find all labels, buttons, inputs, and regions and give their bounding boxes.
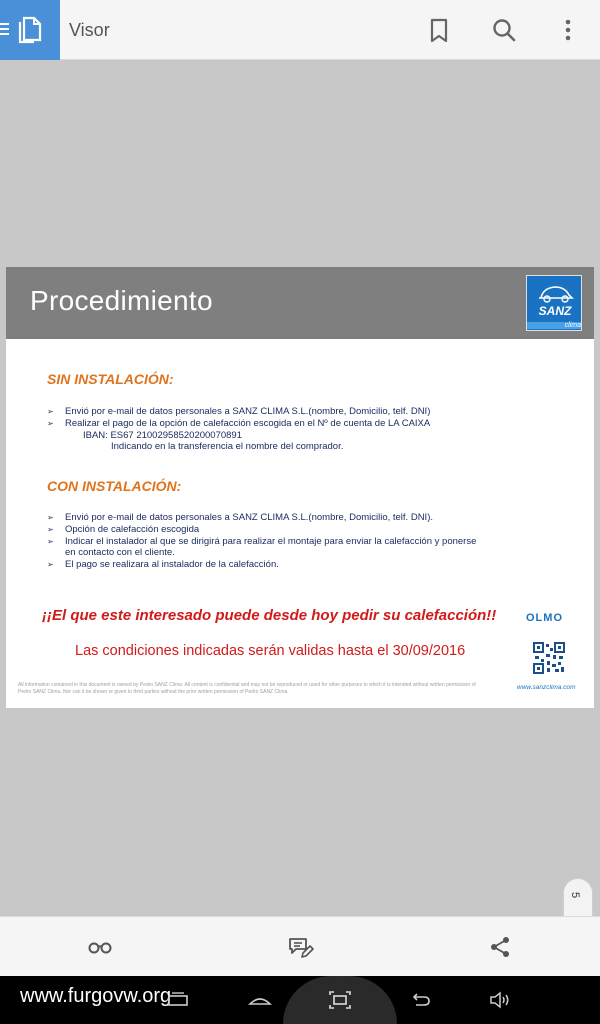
watermark-text: www.furgovw.org	[20, 985, 172, 1007]
disclaimer-text: All information contained in this document is owned by Pedro SANZ Clima. All content is confidential and may not be reproduced or used for other purposes to which it is intended without written permission of Pedro SANZ Clima. Nor can it be shown or given to third parties without the prior written permission of Pedro SANZ Clima.	[18, 682, 476, 695]
con-instalacion-list	[47, 512, 487, 571]
page-number: 5	[569, 891, 582, 899]
list-item	[47, 430, 487, 442]
more-vert-icon[interactable]	[552, 14, 584, 46]
car-icon	[527, 278, 583, 306]
bookmark-icon[interactable]	[423, 14, 455, 46]
share-icon[interactable]	[486, 933, 514, 961]
volume-icon[interactable]	[488, 988, 512, 1012]
list-item	[47, 441, 487, 453]
menu-icon	[0, 23, 10, 37]
list-item: ➢ Indicar el instalador al que se dirigirá para realizar el montaje para enviar la calefacción y ponerse en contacto con el cliente.	[47, 536, 487, 560]
system-navigation-bar	[0, 976, 600, 1024]
recent-apps-icon[interactable]	[166, 988, 190, 1012]
list-item: ➢ Opción de calefacción escogida	[47, 524, 487, 536]
list-item: ➢ El pago se realizara al instalador de la calefacción.	[47, 559, 487, 571]
page-indicator[interactable]	[563, 878, 593, 916]
reading-glasses-icon[interactable]	[86, 933, 114, 961]
list-item: ➢ Realizar el pago de la opción de calefacción escogida en el Nº de cuenta de LA CAIXA	[47, 418, 487, 430]
list-item: ➢ Envió por e-mail de datos personales a SANZ CLIMA S.L.(nombre, Domicilio, telf. DNI).	[47, 512, 487, 524]
sin-instalacion-title: SIN INSTALACIÓN:	[47, 371, 174, 387]
document-header	[6, 267, 594, 339]
home-icon[interactable]	[248, 988, 272, 1012]
screenshot-icon[interactable]	[328, 988, 352, 1012]
logo-sub: clima	[527, 322, 581, 329]
search-icon[interactable]	[488, 14, 520, 46]
iban-text: IBAN: ES67 21002958520200070891	[83, 429, 242, 441]
app-title: Visor	[69, 20, 110, 40]
list-item: ➢ Envió por e-mail de datos personales a SANZ CLIMA S.L.(nombre, Domicilio, telf. DNI)	[47, 406, 487, 418]
navigation-button[interactable]	[0, 0, 60, 60]
sanz-clima-logo	[526, 275, 582, 331]
transfer-note: Indicando en la transferencia el nombre del comprador.	[111, 441, 344, 453]
app-bar	[0, 0, 600, 60]
qr-code-icon	[533, 642, 565, 674]
olmo-logo: OLMO	[526, 612, 563, 624]
back-icon[interactable]	[408, 988, 432, 1012]
annotate-icon[interactable]	[286, 933, 314, 961]
validity-text: Las condiciones indicadas serán validas hasta el 30/09/2016	[75, 643, 466, 659]
bottom-toolbar	[0, 916, 600, 976]
document-title: Procedimiento	[30, 285, 213, 316]
documents-icon	[16, 14, 42, 44]
sin-instalacion-list	[47, 406, 487, 453]
promo-text: ¡¡El que este interesado puede desde hoy pedir su calefacción!!	[42, 607, 497, 624]
website-text: www.sanzclima.com	[517, 684, 576, 691]
document-page[interactable]	[6, 267, 594, 708]
con-instalacion-title: CON INSTALACIÓN:	[47, 478, 182, 494]
logo-brand: SANZ	[538, 304, 572, 318]
